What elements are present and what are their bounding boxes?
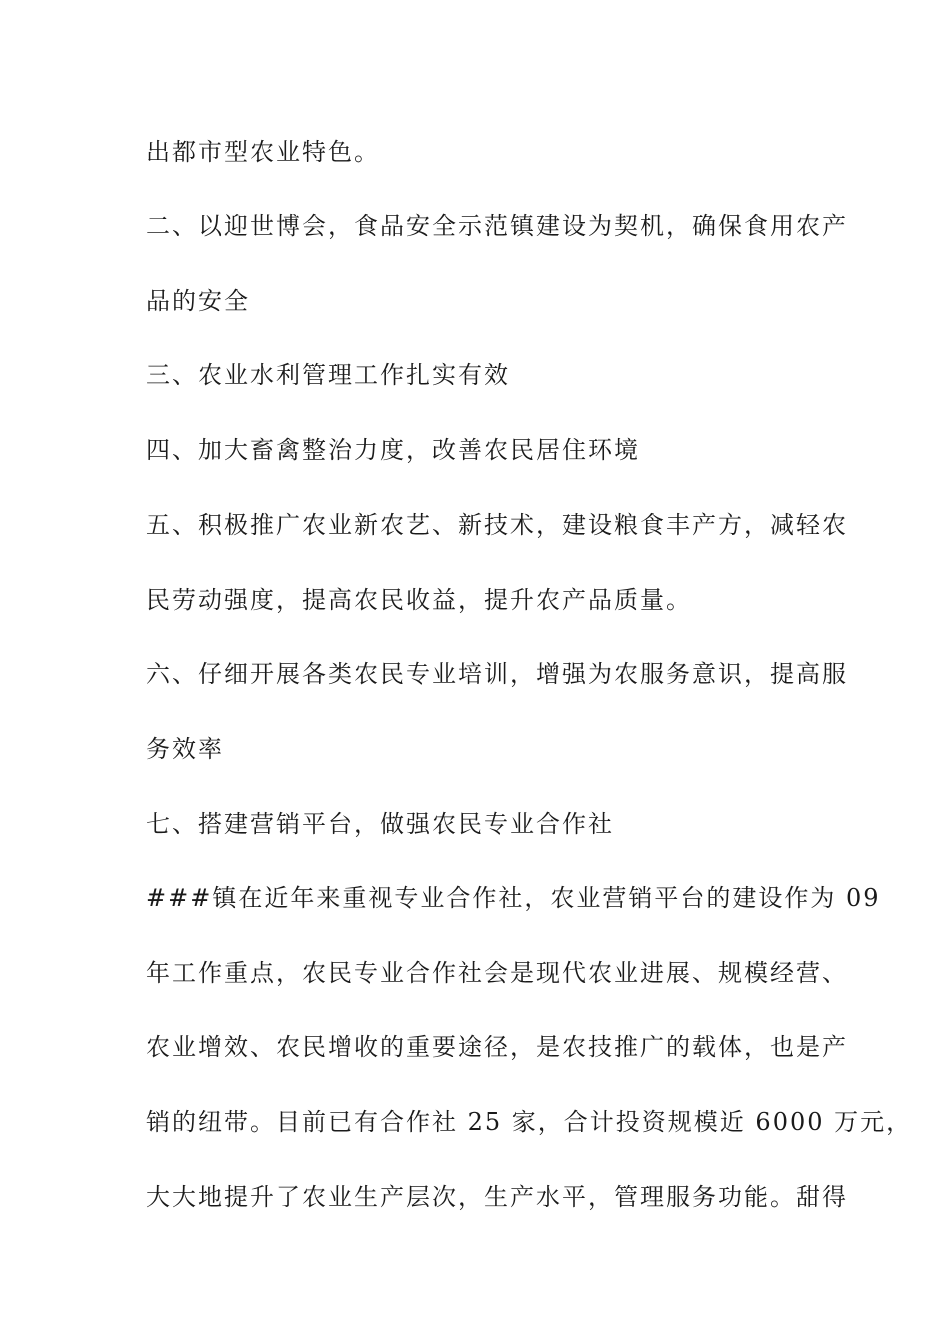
text-line-1: 出都市型农业特色。 [146, 138, 380, 166]
paragraph-line-3: 农业增效、农民增收的重要途径，是农技推广的载体，也是产 [146, 1033, 848, 1061]
paragraph-line-2: 年工作重点，农民专业合作社会是现代农业进展、规模经营、 [146, 959, 848, 987]
text-line-3: 品的安全 [146, 287, 250, 315]
paragraph-line-1: ###镇在近年来重视专业合作社，农业营销平台的建设作为 09 [146, 884, 881, 912]
heading-2: 二、以迎世博会，食品安全示范镇建设为契机，确保食用农产 [146, 212, 848, 240]
heading-7: 七、搭建营销平台，做强农民专业合作社 [146, 810, 614, 838]
heading-6: 六、仔细开展各类农民专业培训，增强为农服务意识，提高服 [146, 660, 848, 688]
heading-5: 五、积极推广农业新农艺、新技术，建设粮食丰产方，减轻农 [146, 511, 848, 539]
heading-4: 四、加大畜禽整治力度，改善农民居住环境 [146, 436, 640, 464]
heading-3: 三、农业水利管理工作扎实有效 [146, 361, 510, 389]
text-line-9: 务效率 [146, 735, 224, 763]
paragraph-line-5: 大大地提升了农业生产层次，生产水平，管理服务功能。甜得 [146, 1183, 848, 1211]
paragraph-line-4: 销的纽带。目前已有合作社 25 家，合计投资规模近 6000 万元， [146, 1108, 913, 1136]
text-line-7: 民劳动强度，提高农民收益，提升农产品质量。 [146, 586, 692, 614]
